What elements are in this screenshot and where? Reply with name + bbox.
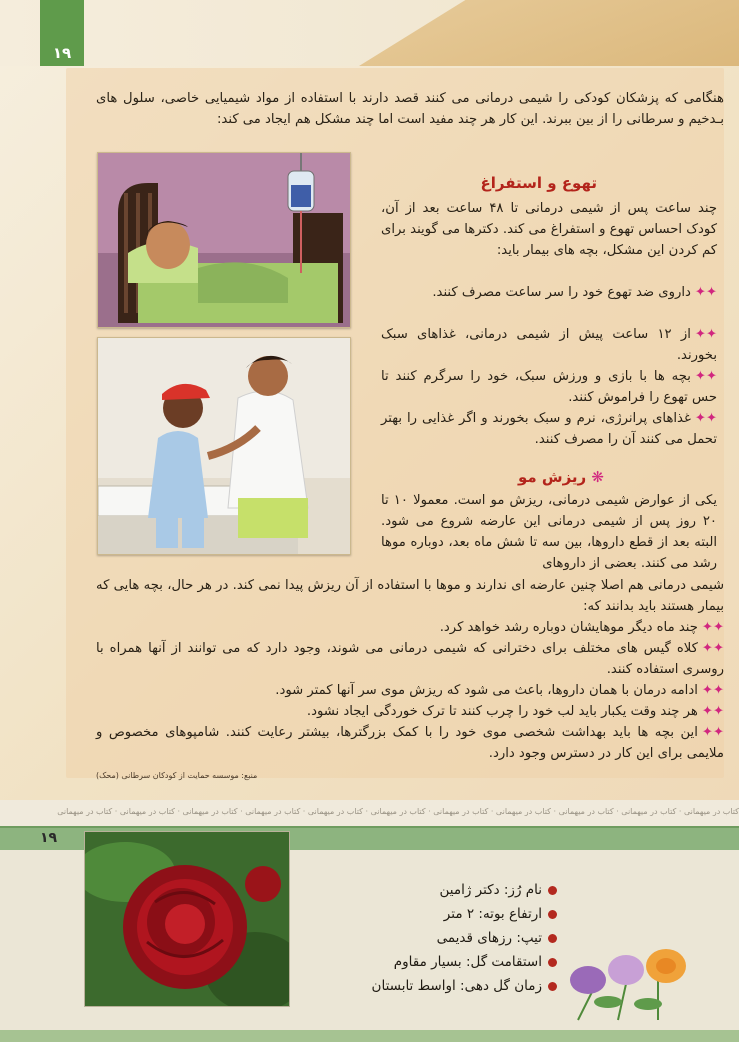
rose-info-height: ارتفاع بوته: ۲ متر xyxy=(372,902,557,926)
rose-info-name: نام رُز: دکتر ژامین xyxy=(372,878,557,902)
bullet-star-icon: ✦✦ xyxy=(694,411,717,426)
intro-paragraph: هنگامی که پزشکان کودکی را شیمی درمانی می کنند قصد دارند با استفاده از مواد شیمیایی خاصی، سلول های بـدخیم و سرطانی را از بین ببرند. این کار هر چند مفید است اما چند مشکل هم ایجاد می کند: xyxy=(96,91,724,127)
bottom-edge xyxy=(0,1030,739,1042)
section-heading-hair-loss: ❋ ریزش مو xyxy=(517,468,604,486)
bullet-dot-icon xyxy=(548,886,557,895)
hair-loss-paragraph-col: یکی از عوارض شیمی درمانی، ریزش مو است. معمولا ۱۰ تا ۲۰ روز پس از شیمی درمانی این عارضه شروع می شود. البته بعد از قطع داروها، بین سه تا شش ماه بعد، دوباره موها رشد می کنند. بعضی از داروهای xyxy=(381,493,717,571)
nausea-paragraph: چند ساعت پس از شیمی درمانی تا ۴۸ ساعت بعد از آن، کودک احساس تهوع و استفراغ می کند. دکترها می گویند برای کم کردن این مشکل، بچه های بیمار باید: xyxy=(381,201,717,258)
section-heading-nausea: تهوع و استفراغ xyxy=(480,174,597,192)
rose-photo xyxy=(84,831,290,1007)
page-number: ۱۹ xyxy=(52,44,72,62)
source-note: منبع: موسسه حمایت از کودکان سرطانی (محک) xyxy=(96,771,258,780)
bullet-star-icon: ✦✦ xyxy=(694,285,717,300)
bottom-page-number: ۱۹ xyxy=(40,830,58,846)
rose-info-list xyxy=(372,878,557,998)
hair-bullet-4: ✦✦هر چند وقت یکبار باید لب خود را چرب کنند تا ترک خوردگی ایجاد نشود. xyxy=(306,704,724,719)
illustration-child-in-bed xyxy=(97,152,351,328)
rose-info-bloom-time: زمان گل دهی: اواسط تابستان xyxy=(372,974,557,998)
hair-bullet-3: ✦✦ادامه درمان با همان داروها، باعث می شود که ریزش موی سر آنها کمتر شود. xyxy=(275,683,724,698)
rose-info-type: تیپ: رزهای قدیمی xyxy=(372,926,557,950)
bullet-star-icon: ✦✦ xyxy=(694,327,717,342)
bullet-dot-icon xyxy=(548,910,557,919)
nausea-bullet-1: ✦✦داروی ضد تهوع خود را سر ساعت مصرف کنند. xyxy=(432,285,717,300)
repeated-strip-text: کتاب در میهمانی · کتاب در میهمانی · کتاب در میهمانی · کتاب در میهمانی · کتاب در میهمانی · کتاب در میهمانی · کتاب در میهمانی · کتاب در میهمانی · کتاب در میهمانی · کتاب در میهمانی · کتاب در میهمانی xyxy=(57,807,739,816)
heading-flower-icon: ❋ xyxy=(591,468,604,486)
nausea-bullet-4: ✦✦غذاهای پرانرژی، نرم و سبک بخورند و اگر غذایی را بهتر تحمل می کنند آن را مصرف کنند. xyxy=(381,411,717,447)
bullet-star-icon: ✦✦ xyxy=(701,704,724,719)
rose-info-hardiness: استقامت گل: بسیار مقاوم xyxy=(372,950,557,974)
nausea-bullet-2: ✦✦از ۱۲ ساعت پیش از شیمی درمانی، غذاهای سبک بخورند. xyxy=(381,327,717,363)
nausea-bullet-3: ✦✦بچه ها با بازی و ورزش سبک، خود را سرگرم کنند تا حس تهوع را فراموش کنند. xyxy=(381,369,717,405)
flower-bouquet-decoration xyxy=(548,940,708,1024)
page-number-tab xyxy=(40,0,84,66)
hair-loss-paragraph-full: شیمی درمانی هم اصلا چنین عارضه ای ندارند و موها با استفاده از آن ریزش پیدا نمی کند. در هر حال، بچه هایی که بیمار هستند باید بدانند که: xyxy=(96,578,724,614)
bullet-star-icon: ✦✦ xyxy=(701,620,724,635)
green-divider xyxy=(0,826,739,828)
hair-bullet-5: ✦✦این بچه ها باید بهداشت شخصی موی خود را با کمک بزرگترها، بیشتر رعایت کنند. شامپوهای مخصوص و ملایمی برای این کار در دسترس وجود دارد. xyxy=(96,725,724,761)
bullet-star-icon: ✦✦ xyxy=(694,369,717,384)
bullet-star-icon: ✦✦ xyxy=(701,641,724,656)
bullet-star-icon: ✦✦ xyxy=(701,725,724,740)
bullet-star-icon: ✦✦ xyxy=(701,683,724,698)
illustration-doctor-with-child xyxy=(97,337,351,555)
hair-bullet-2: ✦✦کلاه گیس های مختلف برای دخترانی که شیمی درمانی می شوند، وجود دارد که می توانند از آنها همراه با روسری استفاده کنند. xyxy=(96,641,724,677)
hair-bullet-1: ✦✦چند ماه دیگر موهایشان دوباره رشد خواهد کرد. xyxy=(439,620,724,635)
